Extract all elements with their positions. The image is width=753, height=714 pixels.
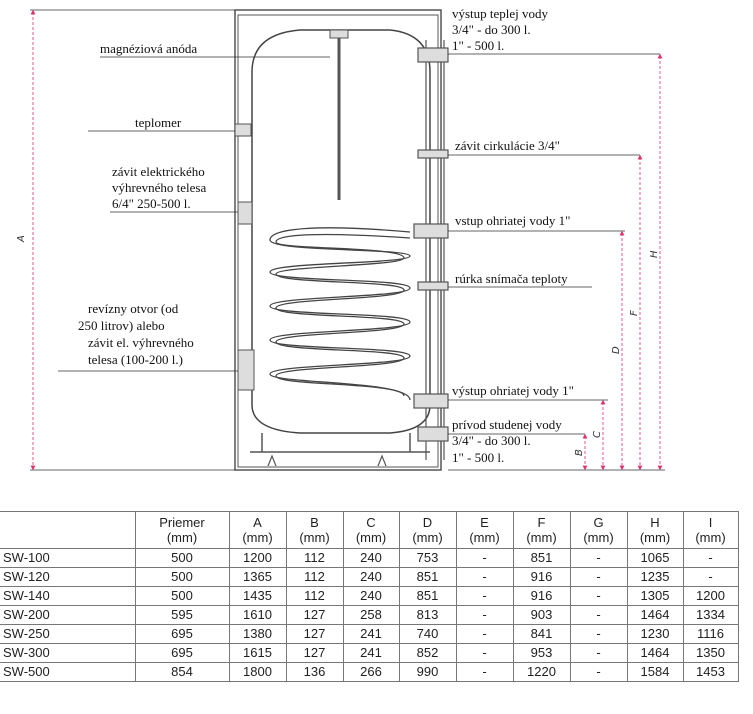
table-header-name: I bbox=[708, 515, 713, 530]
dim-h-label: H bbox=[649, 250, 660, 258]
table-cell: 241 bbox=[343, 644, 399, 663]
table-row bbox=[0, 549, 738, 568]
table-cell: 258 bbox=[343, 606, 399, 625]
table-header-name: A bbox=[253, 515, 262, 530]
table-header-row bbox=[0, 512, 738, 549]
label-thermometer: teplomer bbox=[135, 115, 182, 130]
table-cell: - bbox=[456, 587, 513, 606]
right-pipe-column bbox=[414, 40, 448, 460]
label-inspection-1: revízny otvor (od bbox=[88, 301, 179, 316]
table-cell: - bbox=[570, 625, 627, 644]
table-cell: 240 bbox=[343, 568, 399, 587]
table-cell: - bbox=[570, 606, 627, 625]
table-cell: 695 bbox=[135, 644, 229, 663]
dim-f-label: F bbox=[629, 310, 640, 316]
table-row bbox=[0, 606, 738, 625]
table-header-cell bbox=[627, 512, 683, 549]
table-cell: 1305 bbox=[627, 587, 683, 606]
table-cell: - bbox=[456, 606, 513, 625]
table-row bbox=[0, 625, 738, 644]
table-cell: 1800 bbox=[229, 663, 286, 682]
table-cell: 241 bbox=[343, 625, 399, 644]
table-header-cell bbox=[513, 512, 570, 549]
table-cell: 595 bbox=[135, 606, 229, 625]
label-cold-inlet-2: 3/4" - do 300 l. bbox=[452, 433, 531, 448]
table-header-name: G bbox=[593, 515, 604, 530]
table-header-name: E bbox=[480, 515, 489, 530]
table-cell: - bbox=[456, 625, 513, 644]
table-cell: - bbox=[570, 644, 627, 663]
table-cell: 852 bbox=[399, 644, 456, 663]
table-cell: 1220 bbox=[513, 663, 570, 682]
table-header-unit: (mm) bbox=[469, 530, 500, 545]
table-row bbox=[0, 644, 738, 663]
table-cell: 1610 bbox=[229, 606, 286, 625]
table-cell: 1065 bbox=[627, 549, 683, 568]
table-cell: 1453 bbox=[683, 663, 738, 682]
table-cell: 1235 bbox=[627, 568, 683, 587]
table-cell: 916 bbox=[513, 568, 570, 587]
table-header-unit: (mm) bbox=[695, 530, 726, 545]
table-header-unit: (mm) bbox=[355, 530, 387, 545]
table-cell: 903 bbox=[513, 606, 570, 625]
table-header-cell bbox=[343, 512, 399, 549]
table-cell: 1464 bbox=[627, 644, 683, 663]
label-heated-outlet: výstup ohriatej vody 1" bbox=[452, 383, 574, 398]
table-cell: 1584 bbox=[627, 663, 683, 682]
label-inspection-2: 250 litrov) alebo bbox=[78, 318, 165, 333]
table-cell: 112 bbox=[286, 587, 343, 606]
table-cell: - bbox=[570, 568, 627, 587]
table-cell: - bbox=[456, 644, 513, 663]
table-cell: 851 bbox=[513, 549, 570, 568]
table-cell: 1200 bbox=[683, 587, 738, 606]
table-cell: 1380 bbox=[229, 625, 286, 644]
heating-coil bbox=[270, 228, 410, 400]
table-cell: 1350 bbox=[683, 644, 738, 663]
table-cell: 851 bbox=[399, 568, 456, 587]
table-cell: - bbox=[683, 549, 738, 568]
table-cell: - bbox=[570, 663, 627, 682]
label-inspection-4: telesa (100-200 l.) bbox=[88, 352, 183, 367]
label-circulation: závit cirkulácie 3/4" bbox=[455, 138, 560, 153]
table-cell: 112 bbox=[286, 549, 343, 568]
table-cell: - bbox=[456, 663, 513, 682]
table-cell: - bbox=[683, 568, 738, 587]
model-name-cell: SW-100 bbox=[0, 549, 135, 568]
table-header-unit: (mm) bbox=[242, 530, 273, 545]
table-cell: 136 bbox=[286, 663, 343, 682]
model-name-cell: SW-120 bbox=[0, 568, 135, 587]
label-hot-outlet-1: výstup teplej vody bbox=[452, 6, 549, 21]
model-name-cell: SW-200 bbox=[0, 606, 135, 625]
label-inspection-3: závit el. výhrevného bbox=[88, 335, 194, 350]
table-header-cell bbox=[286, 512, 343, 549]
dim-d-label: D bbox=[611, 346, 622, 354]
table-header-unit: (mm) bbox=[639, 530, 671, 545]
table-header-name: D bbox=[422, 515, 433, 530]
table-cell: 1116 bbox=[683, 625, 738, 644]
table-cell: 266 bbox=[343, 663, 399, 682]
table-cell: - bbox=[456, 549, 513, 568]
table-header-cell bbox=[570, 512, 627, 549]
label-heater-thread-3: 6/4" 250-500 l. bbox=[112, 196, 191, 211]
table-header-cell bbox=[0, 512, 135, 549]
table-cell: 127 bbox=[286, 644, 343, 663]
table-cell: 1334 bbox=[683, 606, 738, 625]
label-heated-inlet: vstup ohriatej vody 1" bbox=[455, 213, 571, 228]
table-header-name: C bbox=[366, 515, 376, 530]
table-cell: 854 bbox=[135, 663, 229, 682]
label-hot-outlet-2: 3/4" - do 300 l. bbox=[452, 22, 531, 37]
table-cell: 1200 bbox=[229, 549, 286, 568]
label-heater-thread-1: závit elektrického bbox=[112, 164, 205, 179]
table-cell: 127 bbox=[286, 606, 343, 625]
table-cell: 112 bbox=[286, 568, 343, 587]
table-cell: 500 bbox=[135, 568, 229, 587]
spec-table bbox=[0, 511, 739, 682]
table-header-unit: (mm) bbox=[412, 530, 443, 545]
table-header-unit: (mm) bbox=[526, 530, 557, 545]
table-cell: 1464 bbox=[627, 606, 683, 625]
table-cell: 500 bbox=[135, 549, 229, 568]
table-cell: 953 bbox=[513, 644, 570, 663]
table-header-cell bbox=[683, 512, 738, 549]
table-header-name: F bbox=[537, 515, 546, 530]
table-row bbox=[0, 663, 738, 682]
table-header-unit: (mm) bbox=[299, 530, 330, 545]
label-cold-inlet-3: 1" - 500 l. bbox=[452, 450, 505, 465]
dim-b-label: B bbox=[574, 449, 585, 456]
label-cold-inlet-1: prívod studenej vody bbox=[452, 417, 562, 432]
leader-lines bbox=[30, 10, 665, 470]
table-row bbox=[0, 568, 738, 587]
table-cell: 841 bbox=[513, 625, 570, 644]
table-cell: - bbox=[570, 587, 627, 606]
table-cell: - bbox=[570, 549, 627, 568]
model-name-cell: SW-140 bbox=[0, 587, 135, 606]
table-cell: 740 bbox=[399, 625, 456, 644]
table-cell: - bbox=[456, 568, 513, 587]
table-header-unit: (mm) bbox=[583, 530, 614, 545]
label-hot-outlet-3: 1" - 500 l. bbox=[452, 38, 505, 53]
table-cell: 916 bbox=[513, 587, 570, 606]
table-header-cell bbox=[135, 512, 229, 549]
model-name-cell: SW-300 bbox=[0, 644, 135, 663]
dim-c-label: C bbox=[592, 431, 603, 438]
table-header-cell bbox=[456, 512, 513, 549]
table-header-name: H bbox=[650, 515, 660, 530]
table-cell: 753 bbox=[399, 549, 456, 568]
table-cell: 851 bbox=[399, 587, 456, 606]
model-name-cell: SW-500 bbox=[0, 663, 135, 682]
table-header-name: B bbox=[310, 515, 319, 530]
table-cell: 240 bbox=[343, 587, 399, 606]
table-header-unit: (mm) bbox=[166, 530, 198, 545]
model-name-cell: SW-250 bbox=[0, 625, 135, 644]
table-cell: 695 bbox=[135, 625, 229, 644]
label-sensor-tube: rúrka snímača teploty bbox=[455, 271, 568, 286]
table-cell: 127 bbox=[286, 625, 343, 644]
table-cell: 1230 bbox=[627, 625, 683, 644]
dim-a-label: A bbox=[16, 235, 27, 242]
table-header-cell bbox=[399, 512, 456, 549]
table-cell: 1615 bbox=[229, 644, 286, 663]
table-row bbox=[0, 587, 738, 606]
table-cell: 1365 bbox=[229, 568, 286, 587]
label-anode: magnéziová anóda bbox=[100, 41, 198, 56]
table-cell: 1435 bbox=[229, 587, 286, 606]
table-header-name: Priemer bbox=[159, 515, 205, 530]
table-cell: 990 bbox=[399, 663, 456, 682]
anode bbox=[330, 30, 348, 200]
label-heater-thread-2: výhrevného telesa bbox=[112, 180, 207, 195]
table-cell: 500 bbox=[135, 587, 229, 606]
table-cell: 240 bbox=[343, 549, 399, 568]
table-cell: 813 bbox=[399, 606, 456, 625]
table-header-cell bbox=[229, 512, 286, 549]
